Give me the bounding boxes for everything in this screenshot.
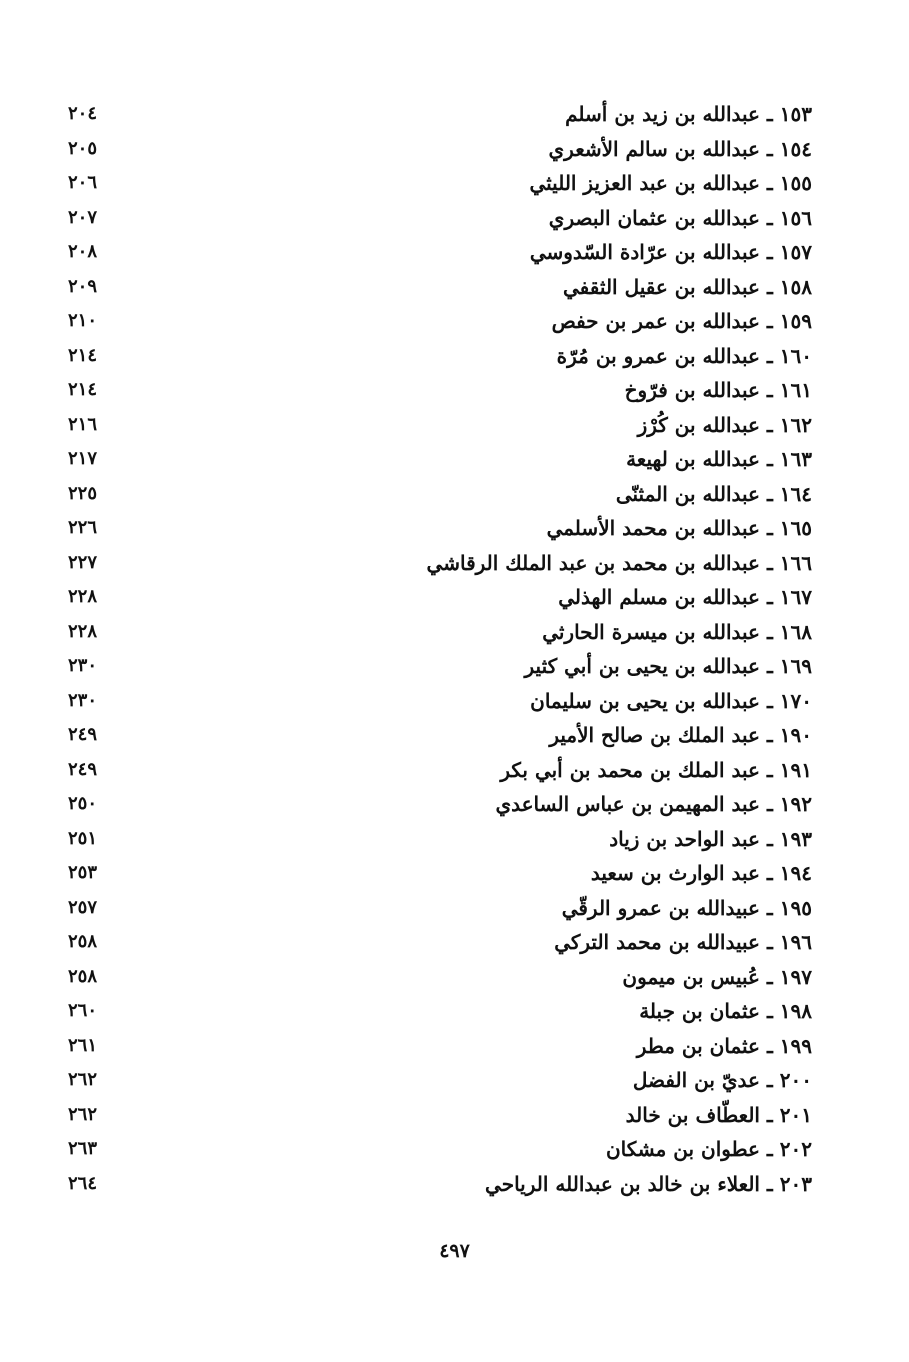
index-entry [60,581,820,616]
entry-label: ٢٠٠ ـ عديّ بن الفضل [632,1068,812,1092]
entry-page-number: ٢١٤ [68,379,98,400]
index-entry [60,374,820,409]
entry-page-number: ٢١٧ [68,448,98,469]
index-entry [60,719,820,754]
index-entry [60,305,820,340]
entry-page-number: ٢١٠ [68,310,98,331]
entry-label: ١٦٦ ـ عبدالله بن محمد بن عبد الملك الرقاشي [426,550,812,575]
entry-label: ١٦٧ ـ عبدالله بن مسلم الهذلي [558,585,812,609]
entry-label: ١٦٨ ـ عبدالله بن ميسرة الحارثي [542,619,812,644]
index-entry [60,512,820,547]
entry-page-number: ٢٥٨ [68,965,98,987]
entry-page-number: ٢٠٥ [68,137,98,159]
entry-label: ١٩٦ ـ عبيدالله بن محمد التركي [554,930,812,954]
index-entry [60,547,820,582]
index-entry [60,892,820,927]
entry-label: ١٩٣ ـ عبد الواحد بن زياد [609,826,812,851]
entry-page-number: ٢٦٢ [68,1103,98,1125]
entry-label: ١٥٨ ـ عبدالله بن عقيل الثقفي [563,274,812,299]
index-entry [60,202,820,237]
entry-page-number: ٢٠٨ [68,241,98,262]
entry-label: ١٧٠ ـ عبدالله بن يحيى بن سليمان [530,688,812,713]
entry-page-number: ٢٠٧ [68,206,98,228]
index-entry [60,754,820,789]
index-entry [60,788,820,823]
index-entry [60,616,820,651]
entry-label: ١٦٣ ـ عبدالله بن لهيعة [626,447,812,471]
entry-page-number: ٢٢٨ [68,620,98,642]
entry-label: ١٩٠ ـ عبد الملك بن صالح الأمير [549,723,812,747]
entry-label: ١٦١ ـ عبدالله بن فرّوخ [624,378,812,402]
index-entry [60,1030,820,1065]
entry-page-number: ٢٥٠ [68,793,98,814]
entry-label: ١٩٥ ـ عبيدالله بن عمرو الرقّي [561,895,812,920]
entry-page-number: ٢٠٤ [68,103,98,124]
entry-label: ١٥٥ ـ عبدالله بن عبد العزيز الليثي [529,171,812,195]
entry-page-number: ٢٢٥ [68,482,98,504]
entry-label: ٢٠١ ـ العطّاف بن خالد [625,1102,812,1127]
index-entry [60,995,820,1030]
entry-label: ١٥٦ ـ عبدالله بن عثمان البصري [548,205,812,230]
index-entry [60,1168,820,1203]
entry-label: ١٥٧ ـ عبدالله بن عرّادة السّدوسي [529,240,812,264]
entry-label: ١٦٤ ـ عبدالله بن المثنّى [615,481,812,506]
entry-page-number: ٢٤٩ [68,724,98,745]
entry-page-number: ٢٢٨ [68,586,98,607]
index-entry [60,167,820,202]
entry-label: ١٩٨ ـ عثمان بن جبلة [639,999,812,1023]
entry-label: ١٥٣ ـ عبدالله بن زيد بن أسلم [565,102,812,126]
entry-page-number: ٢٢٧ [68,551,98,573]
entry-page-number: ٢٣٠ [68,655,98,676]
index-entry [60,1099,820,1134]
index-entry [60,409,820,444]
index-entry [60,443,820,478]
entry-label: ١٩١ ـ عبد الملك بن محمد بن أبي بكر [500,757,812,782]
page-number: ٤٩٧ [439,1240,470,1262]
entry-label: ١٥٤ ـ عبدالله بن سالم الأشعري [548,136,812,161]
index-entry [60,478,820,513]
index-entry [60,236,820,271]
entry-page-number: ٢٦١ [68,1034,98,1056]
index-entry [60,98,820,133]
entry-page-number: ٢٥٨ [68,931,98,952]
entry-page-number: ٢٥١ [68,827,98,849]
entry-page-number: ٢٢٦ [68,517,98,538]
index-entry [60,857,820,892]
entry-label: ٢٠٢ ـ عطوان بن مشكان [605,1137,812,1161]
entry-label: ١٩٩ ـ عثمان بن مطر [636,1033,812,1058]
index-entry [60,685,820,720]
index-entry [60,926,820,961]
index-entry [60,133,820,168]
index-list [60,98,820,1202]
entry-label: ٢٠٣ ـ العلاء بن خالد بن عبدالله الرياحي [485,1171,812,1196]
entry-page-number: ٢٤٩ [68,758,98,780]
index-entry [60,1064,820,1099]
entry-label: ١٩٧ ـ عُبيس بن ميمون [622,964,812,989]
entry-page-number: ٢٦٠ [68,1000,98,1021]
entry-page-number: ٢١٦ [68,413,98,435]
entry-label: ١٦٢ ـ عبدالله بن كُرْز [637,412,812,437]
index-entry [60,1133,820,1168]
entry-label: ١٩٤ ـ عبد الوارث بن سعيد [590,861,812,885]
entry-page-number: ٢٦٣ [68,1138,98,1159]
entry-page-number: ٢٠٦ [68,172,98,193]
entry-page-number: ٢٣٠ [68,689,98,711]
entry-page-number: ٢٦٤ [68,1172,98,1194]
entry-page-number: ٢٠٩ [68,275,98,297]
index-entry [60,650,820,685]
entry-page-number: ٢٥٣ [68,862,98,883]
entry-label: ١٩٢ ـ عبد المهيمن بن عباس الساعدي [495,792,812,816]
entry-page-number: ٢١٤ [68,344,98,366]
entry-label: ١٦٥ ـ عبدالله بن محمد الأسلمي [546,516,812,540]
entry-label: ١٦٩ ـ عبدالله بن يحيى بن أبي كثير [524,654,812,678]
index-entry [60,340,820,375]
entry-label: ١٥٩ ـ عبدالله بن عمر بن حفص [551,309,812,333]
entry-page-number: ٢٦٢ [68,1069,98,1090]
index-entry [60,961,820,996]
entry-label: ١٦٠ ـ عبدالله بن عمرو بن مُرّة [556,343,812,368]
index-entry [60,271,820,306]
entry-page-number: ٢٥٧ [68,896,98,918]
index-entry [60,823,820,858]
